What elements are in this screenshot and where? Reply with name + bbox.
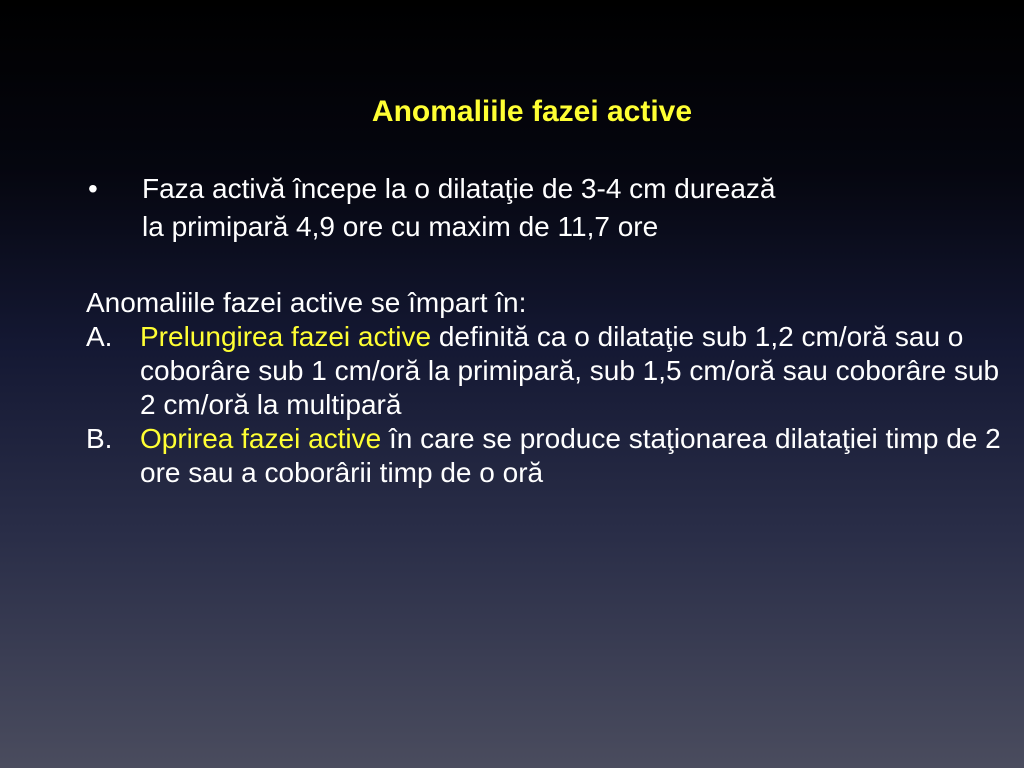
bullet-line-1: Faza activă începe la o dilataţie de 3-4 cm durează <box>142 173 776 204</box>
item-b-text: în care se produce staţionarea dilataţiei timp de 2 ore sau a coborârii timp de o oră <box>140 423 1001 488</box>
bullet-line-2: la primipară 4,9 ore cu maxim de 11,7 ore <box>142 211 659 242</box>
item-b-marker: B. <box>86 423 113 454</box>
list-item-a <box>86 320 1006 422</box>
list-item-b <box>86 422 1006 490</box>
slide-title: Anomaliile fazei active <box>371 95 693 128</box>
item-b-highlight: Oprirea fazei active <box>140 423 382 454</box>
anomalies-section <box>86 286 1006 490</box>
section-intro: Anomaliile fazei active se împart în: <box>86 287 527 318</box>
bullet-marker: • <box>88 173 98 204</box>
item-a-marker: A. <box>86 321 113 352</box>
item-a-text: definită ca o dilataţie sub 1,2 cm/oră sau o coborâre sub 1 cm/oră la primipară, sub 1,5 cm/oră sau coborâre sub 2 cm/oră la multipară <box>140 321 1000 420</box>
item-a-highlight: Prelungirea fazei active <box>140 321 432 352</box>
bullet-text <box>142 170 982 246</box>
